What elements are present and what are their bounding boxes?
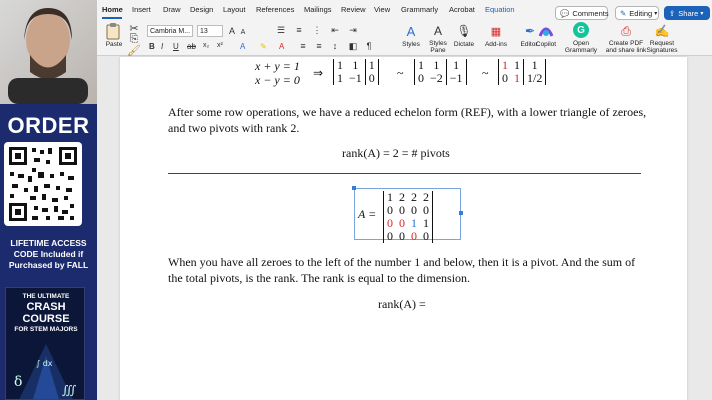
editing-button[interactable] <box>615 6 659 20</box>
cell: 0 <box>399 216 405 230</box>
font-name-value: Cambria M... <box>150 27 191 35</box>
increase-indent-icon[interactable]: ⇥ <box>349 24 357 35</box>
tab-equation[interactable]: Equation <box>485 5 515 14</box>
augmented-matrix-1 <box>333 59 379 85</box>
copilot-label: Copilot <box>535 41 557 48</box>
cell: 0 <box>411 229 417 243</box>
styles-icon[interactable]: A <box>406 23 416 39</box>
styles-pane-icon[interactable]: A <box>433 24 442 38</box>
qr-code[interactable] <box>4 142 82 226</box>
strikethrough-icon[interactable]: ab <box>187 42 196 51</box>
horizontal-rule <box>168 173 641 174</box>
comments-button[interactable] <box>555 6 608 20</box>
copy-icon[interactable]: ⎘ <box>129 32 139 45</box>
pilcrow-icon[interactable]: ¶ <box>366 41 372 51</box>
superscript-icon[interactable]: x² <box>217 42 223 49</box>
request-signatures-label: Request Signatures <box>646 40 678 54</box>
cell: 1 <box>502 58 508 72</box>
cell: 1/2 <box>524 72 546 85</box>
book-art <box>6 336 85 400</box>
tab-layout[interactable]: Layout <box>223 5 246 14</box>
tab-view[interactable]: View <box>374 5 391 14</box>
line-spacing-icon[interactable]: ↕ <box>332 41 338 51</box>
resize-handle[interactable] <box>352 186 356 190</box>
order-heading: ORDER <box>7 113 90 138</box>
promo-line-1: LIFETIME ACCESS <box>10 238 87 248</box>
cell: 0 <box>387 229 393 243</box>
comments-label: Comments <box>572 8 609 18</box>
cell: 0 <box>387 216 393 230</box>
microphone-icon[interactable]: 🎙 <box>456 24 472 38</box>
shrink-font-icon[interactable]: A <box>240 28 246 36</box>
cell: 0 <box>399 229 405 243</box>
cell: 1 <box>337 71 343 85</box>
matrix-a-label: A = <box>358 207 377 221</box>
tab-draw[interactable]: Draw <box>163 5 181 14</box>
cell: 0 <box>418 71 424 85</box>
numbering-icon[interactable]: ≡ <box>296 25 302 35</box>
cell: 0 <box>423 229 429 243</box>
cell: 1 <box>423 216 429 230</box>
tilde-2: ~ <box>482 66 489 80</box>
decrease-indent-icon[interactable]: ⇤ <box>331 24 339 35</box>
equation-editor-box[interactable] <box>354 188 461 243</box>
text-effects-icon[interactable]: A <box>240 42 246 51</box>
copilot-icon[interactable] <box>537 23 555 39</box>
cell: 2 <box>399 190 405 204</box>
cell: 1 <box>365 59 378 72</box>
styles-pane-label: Styles Pane <box>429 40 447 54</box>
book-kicker: THE ULTIMATE <box>22 293 70 300</box>
cell: 0 <box>502 71 508 85</box>
paragraph-ref-explanation: After some row operations, we have a reduced echelon form (REF), with a lower triangle of zeroes, and two pivots with rank 2. <box>168 105 647 135</box>
dictate-label: Dictate <box>453 41 475 48</box>
format-painter-icon[interactable]: 🖌 <box>127 44 141 57</box>
promo-line-2: CODE Included if <box>13 249 84 259</box>
cut-icon[interactable]: ✂ <box>129 22 139 35</box>
tab-insert[interactable]: Insert <box>132 5 151 14</box>
align-center-icon[interactable]: ≡ <box>316 41 322 51</box>
cell: 1 <box>411 216 417 230</box>
tab-review[interactable]: Review <box>341 5 366 14</box>
svg-text:∭: ∭ <box>62 383 77 397</box>
share-button[interactable] <box>664 6 710 20</box>
cell: 0 <box>399 203 405 217</box>
equation-system <box>255 59 300 87</box>
implies-symbol: ⇒ <box>313 66 324 80</box>
cell: 2 <box>411 190 417 204</box>
chevron-down-icon: ▾ <box>700 10 704 17</box>
cell: 1 <box>387 190 393 204</box>
editing-label: Editing <box>629 8 653 18</box>
promo-line-3: Purchased by FALL <box>8 260 89 270</box>
rank-equation: rank(A) = 2 = # pivots <box>342 146 450 160</box>
paste-label: Paste <box>105 41 123 48</box>
shading-icon[interactable]: ◧ <box>348 40 358 51</box>
editor-icon[interactable]: ✒ <box>524 24 536 38</box>
paragraph-pivot-explanation: When you have all zeroes to the left of the number 1 and below, then it is a pivot. And the sum of the total pivots, is the rank. The rank is equal to the dimension. <box>168 255 636 285</box>
tab-design[interactable]: Design <box>190 5 214 14</box>
tab-mailings[interactable]: Mailings <box>304 5 332 14</box>
matrix-a <box>383 191 433 243</box>
cell: 1 <box>352 58 359 72</box>
augmented-matrix-3 <box>498 59 546 85</box>
cell: 1 <box>514 71 520 85</box>
grammarly-icon[interactable]: G <box>573 22 589 38</box>
request-signatures-icon[interactable]: ✍ <box>654 24 670 38</box>
multilevel-list-icon[interactable]: ⋮ <box>312 24 322 35</box>
cell: 2 <box>423 190 429 204</box>
person-silhouette <box>0 0 97 104</box>
tab-grammarly[interactable]: Grammarly <box>401 5 439 14</box>
bold-icon[interactable]: B <box>149 42 155 51</box>
rank-equation-incomplete: rank(A) = <box>378 297 426 311</box>
augmented-matrix-2 <box>414 59 467 85</box>
document-page[interactable] <box>120 57 687 400</box>
font-size-dropdown[interactable] <box>197 25 223 37</box>
cell: 1 <box>433 58 440 72</box>
add-ins-label: Add-ins <box>484 41 508 48</box>
underline-icon[interactable]: U <box>173 42 179 51</box>
tab-acrobat[interactable]: Acrobat <box>449 5 475 14</box>
ribbon-tab-bar <box>97 0 712 20</box>
cell: 0 <box>423 203 429 217</box>
tab-references[interactable]: References <box>256 5 295 14</box>
font-color-icon[interactable]: A <box>279 42 285 51</box>
tab-home[interactable]: Home <box>102 5 123 14</box>
share-icon: ⇪ <box>669 8 676 18</box>
subscript-icon[interactable]: x₂ <box>203 42 210 49</box>
font-size-value: 13 <box>200 27 208 35</box>
webcam-feed <box>0 0 97 104</box>
align-left-icon[interactable]: ≡ <box>300 41 306 51</box>
cell: 1 <box>514 58 520 72</box>
cell: −1 <box>349 71 362 85</box>
book-title-1: CRASH COURSE <box>22 301 70 325</box>
font-name-dropdown[interactable] <box>147 25 193 37</box>
create-pdf-icon[interactable]: ⎙ <box>621 23 631 38</box>
svg-text:δ: δ <box>14 374 23 390</box>
book-cover[interactable] <box>5 287 85 400</box>
clipboard-icon[interactable] <box>103 22 123 40</box>
bullets-icon[interactable]: ☰ <box>276 24 286 35</box>
cell: 0 <box>387 203 393 217</box>
comment-icon: 💬 <box>560 8 570 18</box>
cell: 1 <box>418 58 424 72</box>
ribbon-toolbar <box>97 20 712 56</box>
cell: −2 <box>430 71 443 85</box>
equation-2: x − y = 0 <box>255 73 300 87</box>
equation-1: x + y = 1 <box>255 59 300 73</box>
cell: 0 <box>365 72 378 85</box>
styles-label: Styles <box>402 41 420 48</box>
cell: −1 <box>446 72 466 85</box>
promo-panel <box>0 0 97 400</box>
cell: 1 <box>524 59 546 72</box>
cell: 1 <box>337 58 343 72</box>
book-title-2: FOR STEM MAJORS <box>14 326 78 333</box>
italic-icon[interactable]: I <box>161 42 164 51</box>
share-label: Share <box>678 8 699 18</box>
cell: 0 <box>411 203 417 217</box>
grow-font-icon[interactable]: A <box>228 26 235 36</box>
highlight-icon[interactable]: ✎ <box>260 42 267 51</box>
cell: 1 <box>446 59 466 72</box>
resize-handle[interactable] <box>459 211 463 215</box>
tilde-1: ~ <box>397 66 404 80</box>
add-ins-icon[interactable]: ▦ <box>490 25 502 38</box>
editor-label: Editor <box>520 41 538 48</box>
open-grammarly-label: Open Grammarly <box>564 40 598 54</box>
create-pdf-label: Create PDF and share link <box>605 40 647 54</box>
chevron-down-icon: ▾ <box>654 10 658 17</box>
svg-text:∫ dx: ∫ dx <box>36 359 53 368</box>
active-tab-indicator <box>102 17 122 19</box>
pencil-icon: ✎ <box>620 8 627 18</box>
